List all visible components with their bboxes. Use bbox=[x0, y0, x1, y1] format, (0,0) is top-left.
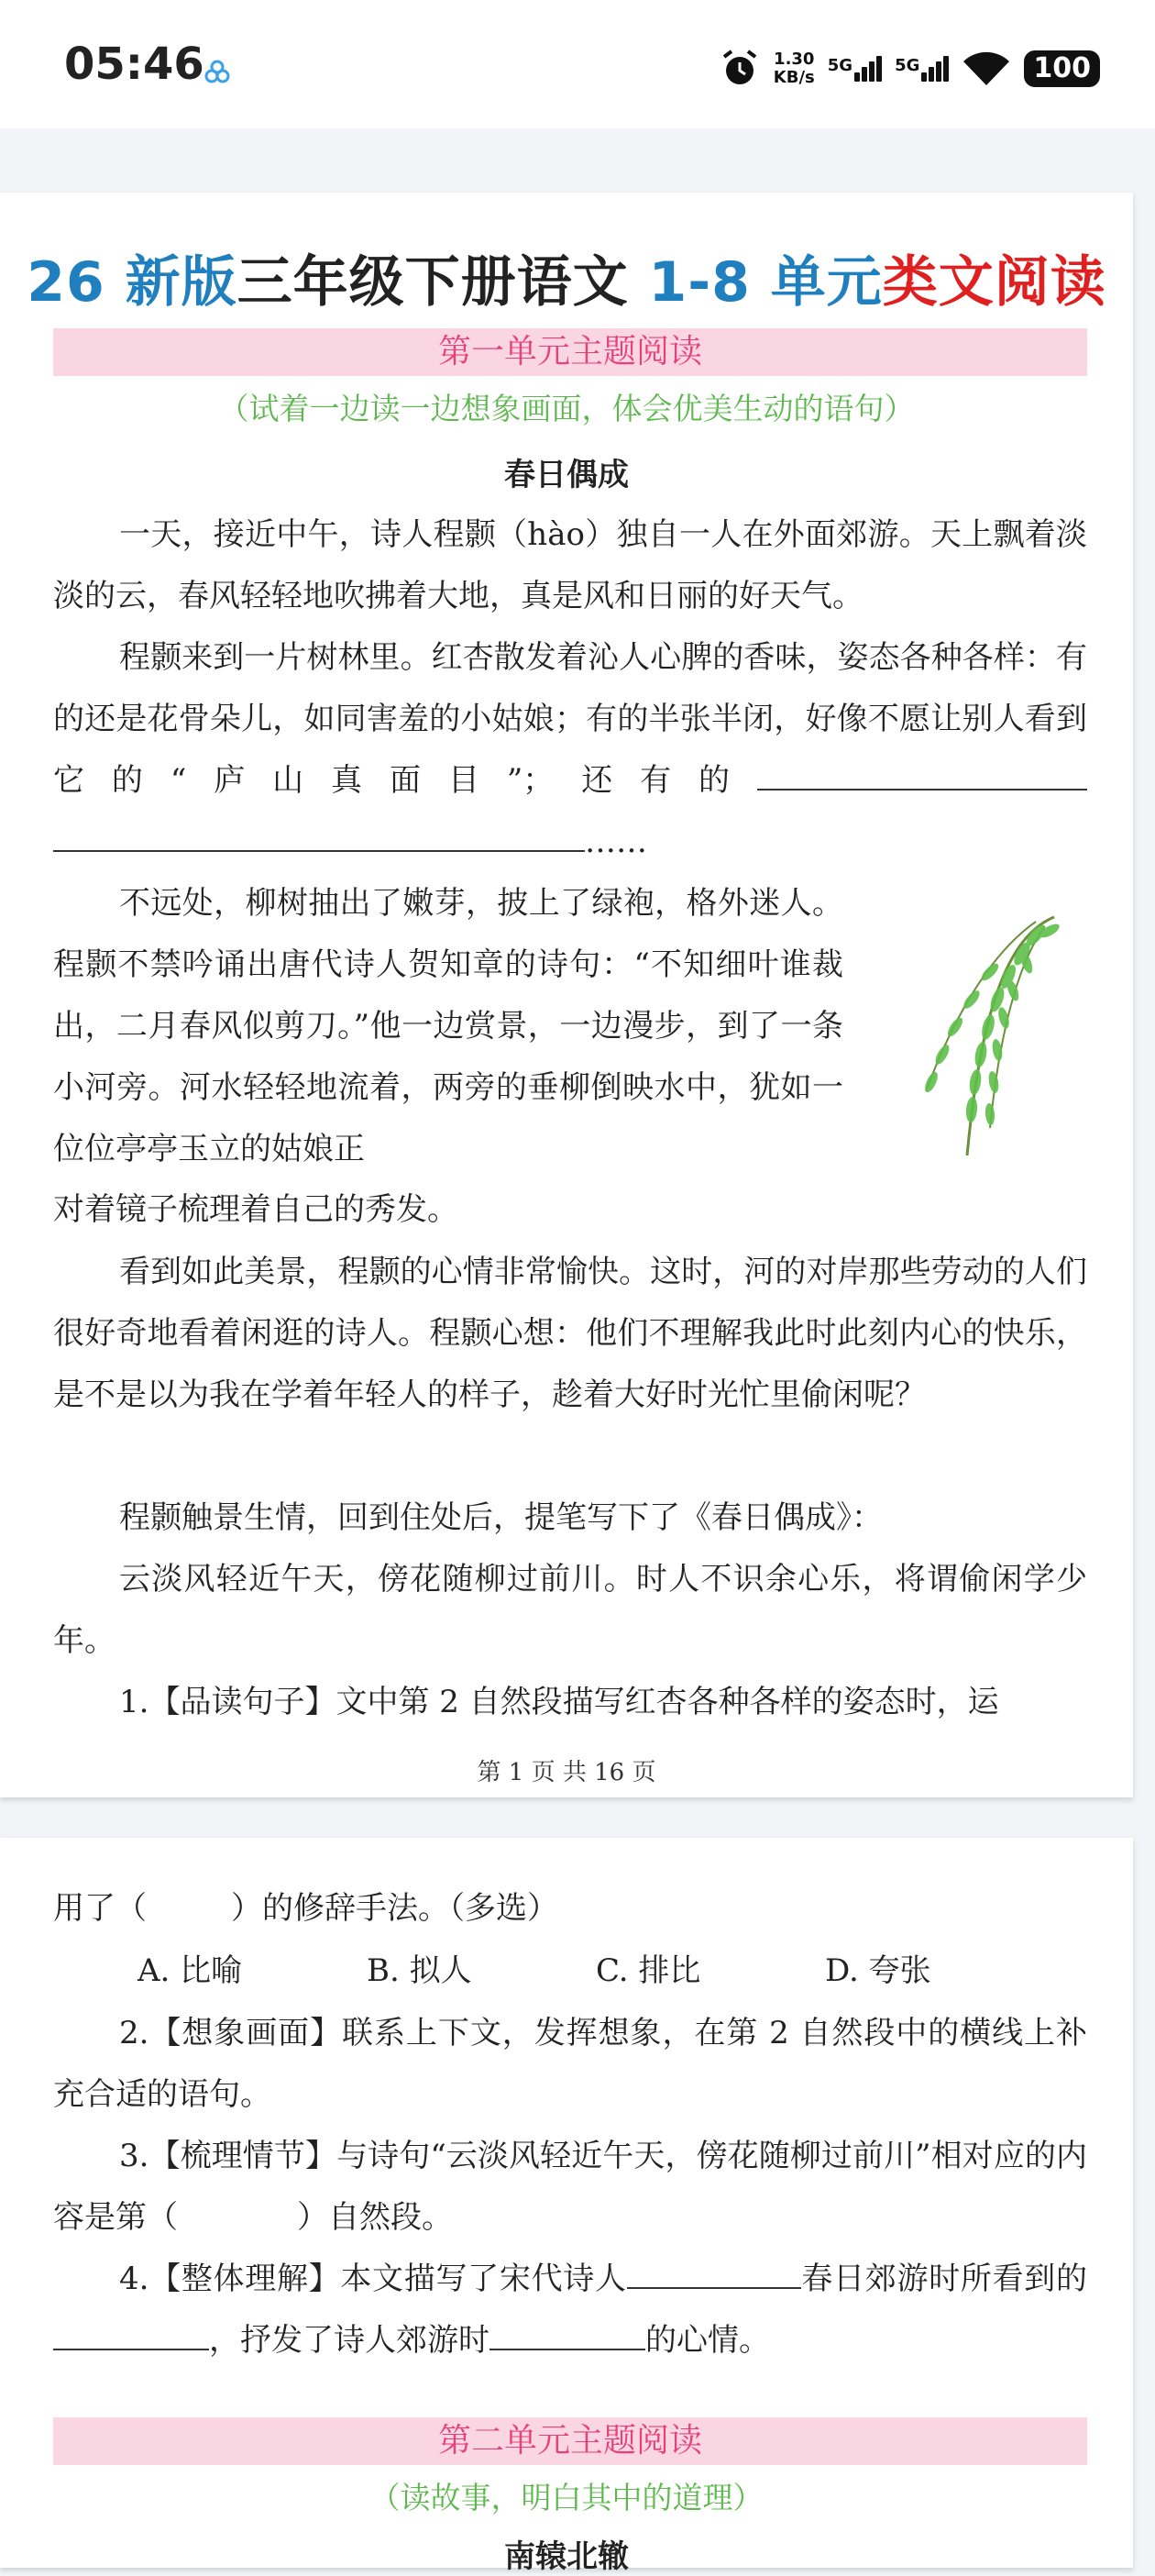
page-footer: 第 1 页 共 16 页 bbox=[477, 1759, 656, 1786]
battery-indicator: 100 bbox=[1024, 50, 1100, 87]
unit-2-story-title: 南辕北辙 bbox=[504, 2538, 629, 2575]
wifi-icon bbox=[962, 50, 1011, 87]
paragraph-5: 程颢触景生情，回到住处后，提笔写下了《春日偶成》： bbox=[119, 1499, 883, 1536]
option-c[interactable]: C. 排比 bbox=[596, 1952, 701, 1989]
clock: 05:46 bbox=[64, 39, 204, 90]
question-1-continued: 用了（ ）的修辞手法。（多选） bbox=[53, 1890, 558, 1927]
paragraph-1: 一天，接近中午，诗人程颢（hào）独自一人在外面郊游。天上飘着淡淡的云，春风轻轻地吹拂着大地，真是风和日丽的好天气。 bbox=[53, 516, 1087, 614]
question-1-options bbox=[138, 1940, 1054, 2002]
unit-2-heading: 第二单元主题阅读 bbox=[53, 2417, 1087, 2465]
option-d[interactable]: D. 夸张 bbox=[825, 1952, 931, 1989]
poem: 云淡风轻近午天，傍花随柳过前川。时人不识余心乐，将谓偷闲学少年。 bbox=[53, 1561, 1087, 1659]
document-page-2[interactable] bbox=[0, 1838, 1133, 2575]
cellular-signal-1: 5G bbox=[828, 56, 882, 82]
paragraph-3-tail: 对着镜子梳理着自己的秀发。 bbox=[53, 1191, 458, 1228]
question-3: 3.【梳理情节】与诗句“云淡风轻近午天，傍花随柳过前川”相对应的内容是第（ ）自然段。 bbox=[53, 2138, 1087, 2236]
paragraph-2: 程颢来到一片树林里。红杏散发着沁人心脾的香味，姿态各种各样：有的还是花骨朵儿，如同害羞的小姑娘；有的半张半闭，好像不愿让别人看到它的“庐山真面目”；还有的…… bbox=[53, 639, 1087, 860]
document-page-1[interactable] bbox=[0, 193, 1133, 1797]
willow-illustration bbox=[880, 899, 1063, 1174]
question-1: 1.【品读句子】文中第 2 自然段描写红杏各种各样的姿态时，运 bbox=[119, 1684, 999, 1720]
status-bar bbox=[0, 0, 1155, 128]
document-title: 26 新版三年级下册语文 1-8 单元类文阅读 bbox=[27, 250, 1106, 315]
option-a[interactable]: A. 比喻 bbox=[138, 1952, 243, 1989]
paragraph-4: 看到如此美景，程颢的心情非常愉快。这时，河的对岸那些劳动的人们很好奇地看着闲逛的诗人。程颢心想：他们不理解我此时此刻内心的快乐，是不是以为我在学着年轻人的样子，趁着大好时光忙里偷闲呢？ bbox=[53, 1254, 1087, 1413]
unit-heading: 第一单元主题阅读 bbox=[53, 328, 1087, 376]
alarm-icon bbox=[719, 48, 761, 90]
reading-hint: （试着一边读一边想象画面，体会优美生动的语句） bbox=[218, 391, 915, 426]
question-2: 2.【想象画面】联系上下文，发挥想象，在第 2 自然段中的横线上补充合适的语句。 bbox=[53, 2015, 1087, 2113]
app-notification-icon bbox=[204, 59, 231, 86]
cellular-signal-2: 5G bbox=[895, 56, 949, 82]
story-title: 春日偶成 bbox=[504, 457, 629, 493]
unit-2-hint: （读故事，明白其中的道理） bbox=[369, 2480, 764, 2515]
question-4: 4.【整体理解】本文描写了宋代诗人 春日郊游时所看到的，抒发了诗人郊游时 的心情。 bbox=[53, 2249, 1087, 2371]
network-speed: 1.30 KB/s bbox=[773, 50, 815, 87]
paragraph-3: 不远处，柳树抽出了嫩芽，披上了绿袍，格外迷人。程颢不禁吟诵出唐代诗人贺知章的诗句：“不知细叶谁裁出，二月春风似剪刀。”他一边赏景，一边漫步，到了一条小河旁。河水轻轻地流着，两旁的垂柳倒映水中，犹如一位位亭亭玉立的姑娘正 bbox=[53, 885, 843, 1167]
option-b[interactable]: B. 拟人 bbox=[367, 1952, 472, 1989]
